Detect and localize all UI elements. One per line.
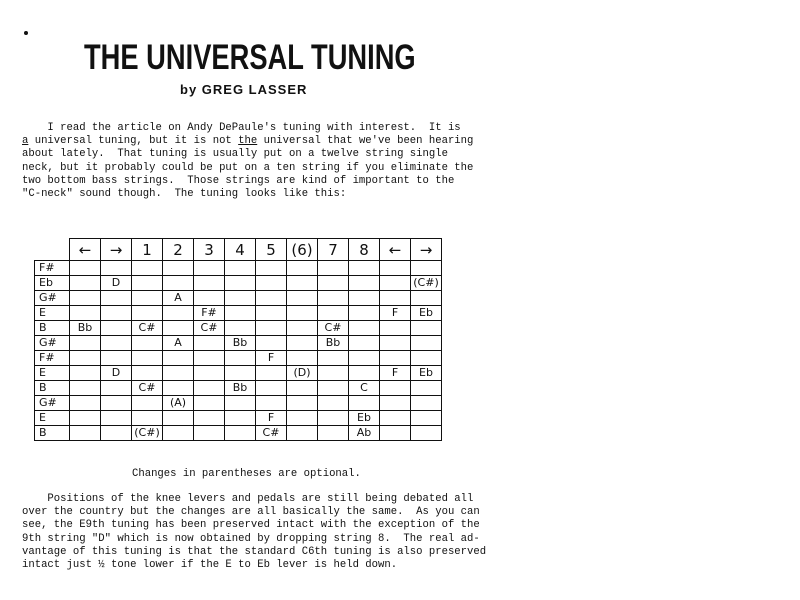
change-cell [380,411,411,426]
change-cell: Eb [349,411,380,426]
change-cell [70,306,101,321]
change-cell: C# [132,321,163,336]
change-cell [132,351,163,366]
change-cell [163,426,194,441]
closing-line: intact just ½ tone lower if the E to Eb lever is held down. [22,559,398,572]
change-cell [101,291,132,306]
change-cell [132,336,163,351]
string-note: E [35,411,70,426]
change-cell [256,306,287,321]
pedal-header: 7 [318,239,349,261]
change-cell [70,291,101,306]
change-cell [225,351,256,366]
change-cell [256,321,287,336]
closing-line: Positions of the knee levers and pedals are still being debated all [22,493,474,505]
change-cell [349,366,380,381]
change-cell: C# [256,426,287,441]
change-cell: D [101,276,132,291]
change-cell: Eb [411,366,442,381]
change-cell [256,276,287,291]
change-cell: (A) [163,396,194,411]
change-cell [194,426,225,441]
change-cell [256,396,287,411]
change-cell: A [163,291,194,306]
string-note: Eb [35,276,70,291]
change-cell: F [380,366,411,381]
change-cell [194,396,225,411]
intro-line: "C-neck" sound though. The tuning looks like this: [22,188,347,201]
string-note: G# [35,291,70,306]
change-cell [349,321,380,336]
string-row [35,261,442,276]
change-cell [287,426,318,441]
change-cell [349,351,380,366]
change-cell [411,396,442,411]
change-cell: C# [194,321,225,336]
change-cell [70,351,101,366]
change-cell [194,276,225,291]
change-cell [194,351,225,366]
string-note: E [35,306,70,321]
change-cell [194,381,225,396]
intro-text: universal that we've been hearing [257,135,474,148]
change-cell [194,411,225,426]
change-cell [287,411,318,426]
header-corner [35,239,70,261]
string-note: F# [35,261,70,276]
article-title: THE UNIVERSAL TUNING [84,38,416,77]
change-cell: Bb [225,381,256,396]
change-cell [287,336,318,351]
change-cell [318,396,349,411]
change-cell [132,366,163,381]
change-cell: Eb [411,306,442,321]
change-cell [101,321,132,336]
intro-line: neck, but it probably could be put on a ten string if you eliminate the [22,161,474,174]
change-cell [411,351,442,366]
string-row [35,411,442,426]
change-cell: C# [318,321,349,336]
change-cell [194,261,225,276]
pedal-header: ← [70,239,101,261]
change-cell [380,381,411,396]
change-cell [256,366,287,381]
chart-caption: Changes in parentheses are optional. [132,468,361,480]
change-cell [163,261,194,276]
change-cell [132,261,163,276]
string-row [35,306,442,321]
closing-paragraph [22,493,486,572]
change-cell [318,306,349,321]
change-cell [287,396,318,411]
closing-line: over the country but the changes are all basically the same. As you can [22,506,480,519]
change-cell [101,261,132,276]
change-cell [225,291,256,306]
change-cell [101,411,132,426]
change-cell [101,336,132,351]
change-cell [380,276,411,291]
change-cell [287,276,318,291]
change-cell [349,336,380,351]
string-note: B [35,381,70,396]
string-note: G# [35,396,70,411]
change-cell [101,381,132,396]
change-cell: F [380,306,411,321]
change-cell: F# [194,306,225,321]
change-cell [70,336,101,351]
change-cell [225,366,256,381]
change-cell [256,381,287,396]
closing-line: vantage of this tuning is that the standard C6th tuning is also preserved [22,545,487,558]
change-cell: (D) [287,366,318,381]
change-cell [70,381,101,396]
change-cell [380,321,411,336]
intro-line: about lately. That tuning is usually put on a twelve string single [22,148,448,161]
change-cell: C# [132,381,163,396]
pedal-header: 5 [256,239,287,261]
pedal-header: 3 [194,239,225,261]
change-cell: F [256,351,287,366]
string-row [35,366,442,381]
change-cell [287,351,318,366]
change-cell [380,336,411,351]
change-cell [318,411,349,426]
change-cell [225,426,256,441]
change-cell [163,276,194,291]
change-cell [380,261,411,276]
change-cell [411,261,442,276]
string-row [35,351,442,366]
change-cell [349,276,380,291]
change-cell [101,396,132,411]
closing-line: see, the E9th tuning has been preserved intact with the exception of the [22,519,480,532]
author-byline: by GREG LASSER [180,82,308,97]
pedal-header: (6) [287,239,318,261]
change-cell [256,336,287,351]
intro-line: two bottom bass strings. Those strings are kind of important to the [22,174,455,187]
change-cell [163,351,194,366]
change-cell: A [163,336,194,351]
change-cell [411,426,442,441]
chart-header-row [35,239,442,261]
intro-word-a: a [22,135,29,148]
change-cell: C [349,381,380,396]
string-note: E [35,366,70,381]
pedal-header: → [411,239,442,261]
change-cell [287,306,318,321]
pedal-header: 2 [163,239,194,261]
change-cell [163,306,194,321]
change-cell [318,366,349,381]
change-cell [70,276,101,291]
change-cell: (C#) [411,276,442,291]
string-row [35,291,442,306]
change-cell [194,366,225,381]
change-cell [349,396,380,411]
change-cell [287,321,318,336]
string-row [35,321,442,336]
pedal-header: 8 [349,239,380,261]
string-row [35,381,442,396]
change-cell: Bb [225,336,256,351]
intro-word-the: the [238,135,258,148]
string-note: F# [35,351,70,366]
change-cell [132,411,163,426]
pedal-header: → [101,239,132,261]
change-cell [411,381,442,396]
change-cell [163,366,194,381]
change-cell [225,276,256,291]
change-cell [349,261,380,276]
string-note: B [35,426,70,441]
closing-line: 9th string "D" which is now obtained by dropping string 8. The real ad- [22,532,480,545]
change-cell [70,261,101,276]
change-cell [318,426,349,441]
change-cell [256,261,287,276]
change-cell [411,321,442,336]
change-cell: Bb [318,336,349,351]
change-cell [411,336,442,351]
change-cell [132,276,163,291]
change-cell [101,306,132,321]
change-cell [380,291,411,306]
intro-paragraph [22,122,473,201]
change-cell [318,351,349,366]
tuning-chart [34,238,442,441]
change-cell [225,396,256,411]
change-cell: D [101,366,132,381]
change-cell [194,291,225,306]
change-cell [70,411,101,426]
change-cell [225,261,256,276]
change-cell [256,291,287,306]
change-cell [225,411,256,426]
change-cell [225,321,256,336]
change-cell [318,381,349,396]
change-cell: Bb [70,321,101,336]
pedal-header: ← [380,239,411,261]
change-cell [287,261,318,276]
change-cell [101,426,132,441]
change-cell [318,261,349,276]
change-cell [287,381,318,396]
string-note: B [35,321,70,336]
margin-dot [24,31,28,35]
change-cell [318,291,349,306]
change-cell [287,291,318,306]
change-cell [132,396,163,411]
pedal-header: 1 [132,239,163,261]
change-cell [163,381,194,396]
string-row [35,276,442,291]
string-row [35,336,442,351]
change-cell [132,306,163,321]
intro-text: universal tuning, but it is not [28,135,239,148]
change-cell: F [256,411,287,426]
change-cell [194,336,225,351]
change-cell [163,321,194,336]
string-note: G# [35,336,70,351]
change-cell [411,291,442,306]
change-cell [70,426,101,441]
change-cell [101,351,132,366]
change-cell [380,396,411,411]
intro-line: I read the article on Andy DePaule's tuning with interest. It is [22,122,461,134]
change-cell: Ab [349,426,380,441]
change-cell [318,276,349,291]
change-cell [163,411,194,426]
change-cell [349,306,380,321]
change-cell [225,306,256,321]
string-row [35,396,442,411]
change-cell [411,411,442,426]
pedal-header: 4 [225,239,256,261]
change-cell [132,291,163,306]
string-row [35,426,442,441]
change-cell: (C#) [132,426,163,441]
change-cell [70,396,101,411]
change-cell [70,366,101,381]
change-cell [349,291,380,306]
change-cell [380,351,411,366]
change-cell [380,426,411,441]
